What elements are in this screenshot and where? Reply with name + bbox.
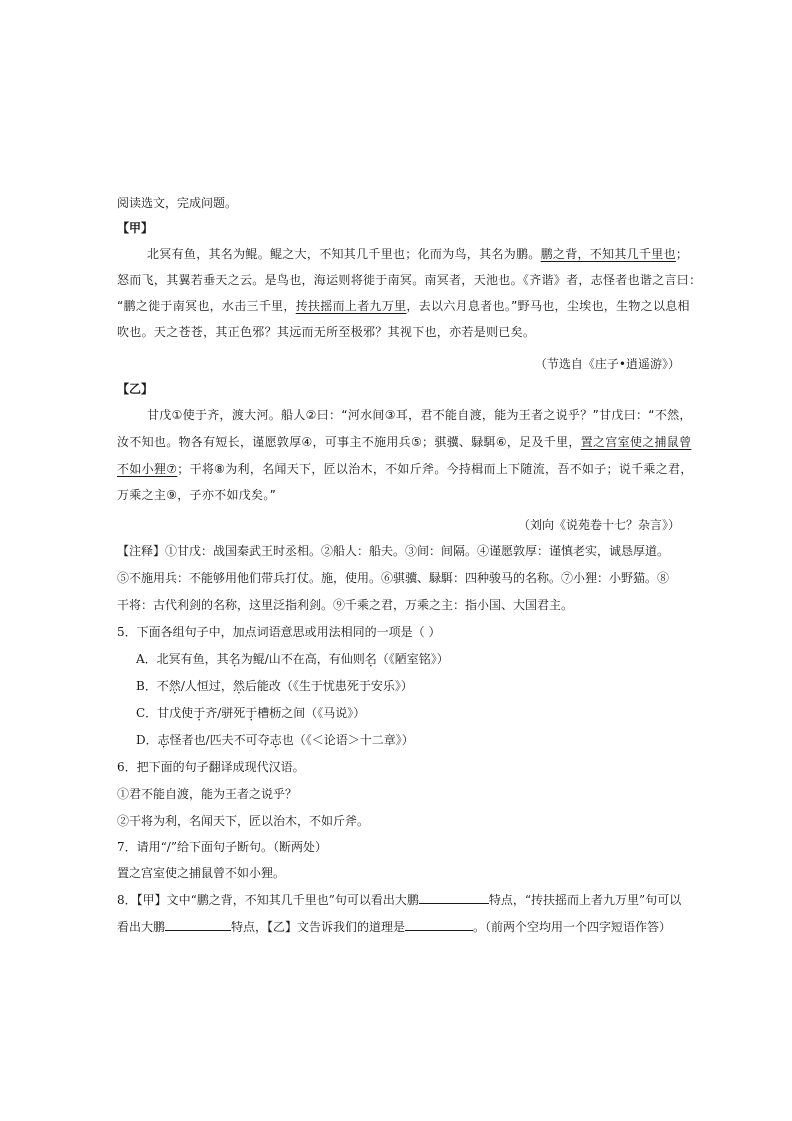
- section-jia-heading: 【甲】: [117, 221, 154, 235]
- question-text: 看出大鹏: [117, 920, 166, 934]
- jia-source: （节选自《庄子•逍遥游》）: [534, 357, 680, 371]
- yi-line-4: 万乘之主⑨，子亦不如戊矣。”: [117, 488, 277, 502]
- section-yi-heading: 【乙】: [117, 382, 154, 396]
- question-7-text: 置之宫室使之捕鼠曾不如小狸。: [117, 866, 286, 880]
- question-5-stem: 5．下面各组句子中，加点词语意思或用法相同的一项是（ ）: [117, 625, 441, 639]
- option-text: 为鲲/山不在高，有仙则: [240, 652, 365, 666]
- option-text: 齐/骈死: [205, 706, 246, 720]
- notes-line-3: 干将：古代利剑的名称，这里泛指利剑。⑨千乘之君，万乘之主：指小国、大国君主。: [117, 598, 574, 612]
- jia-text: ；: [675, 247, 689, 261]
- option-text: 后能改（《生于忧患死于安乐》）: [244, 679, 413, 693]
- yi-underlined-sentence: 不如小狸⑦: [117, 462, 178, 476]
- option-text: /人恒过，: [180, 679, 233, 693]
- yi-underlined-sentence: 置之宫室使之捕鼠曾: [580, 435, 692, 449]
- jia-underlined-sentence: 抟扶摇而上者九万里: [295, 299, 407, 313]
- option-text: 也（《＜论语＞十二章》）: [281, 733, 414, 747]
- jia-line-1: [117, 245, 689, 263]
- dotted-word: 志: [269, 733, 282, 747]
- jia-text: “鹏之徙于南冥也，水击三千里，: [117, 299, 296, 313]
- notes-line-1: 【注释】①甘戊：战国秦武王时丞相。②船人：船夫。③间：间隔。④谨愿敦厚：谨慎老实，诚恳厚道。: [117, 544, 670, 558]
- question-text: 8．【甲】文中“鹏之背，不知其几千里也”句可以看出大鹏: [117, 893, 419, 907]
- answer-blank[interactable]: [165, 918, 231, 931]
- question-5-option-c: [136, 704, 680, 722]
- jia-line-3: [117, 297, 690, 315]
- question-5-option-d: [136, 731, 680, 749]
- yi-line-3: [117, 460, 693, 478]
- answer-blank[interactable]: [419, 891, 489, 904]
- jia-underlined-sentence: 鹏之背，不知其几千里也: [540, 247, 676, 261]
- question-6-sentence-2: ②干将为利，名闻天下，匠以治木，不如斤斧。: [117, 814, 370, 828]
- dotted-word: 志: [157, 733, 170, 747]
- dotted-word: 名: [228, 652, 241, 666]
- yi-text: ；干将⑧为利，名闻天下，匠以治木，不如斤斧。今持楫而上下随流，吾不如子；说千乘之君，: [177, 462, 693, 476]
- jia-line-2: 怒而飞，其翼若垂天之云。是鸟也，海运则将徙于南冥。南冥者，天池也。《齐谐》者，志怪者也谐之言曰：: [117, 273, 702, 287]
- question-8-line-1: [117, 891, 680, 909]
- yi-line-2: [117, 433, 692, 451]
- dotted-word: 名: [364, 652, 377, 666]
- question-8-line-2: [117, 918, 680, 936]
- option-text: 槽枥之间（《马说》）: [257, 706, 366, 720]
- question-6-sentence-1: ①君不能自渡，能为王者之说乎？: [117, 787, 298, 801]
- option-text: 怪者也/匹夫不可夺: [169, 733, 270, 747]
- dotted-word: 于: [245, 706, 258, 720]
- jia-text: 北冥有鱼，其名为鲲。鲲之大，不知其几千里也；化而为鸟，其名为鹏。: [147, 247, 541, 261]
- question-5-option-b: [136, 677, 680, 695]
- question-text: 特点，“抟扶摇而上者九万里”句可以: [488, 893, 682, 907]
- question-7-stem: 7．请用“/”给下面句子断句。（断两处）: [117, 840, 327, 854]
- option-text: （《陋室铭》）: [376, 652, 449, 666]
- question-6-stem: 6．把下面的句子翻译成现代汉语。: [117, 760, 305, 774]
- option-text: C．甘戊使: [136, 706, 194, 720]
- question-text: 特点，【乙】文告诉我们的道理是: [231, 920, 406, 934]
- option-text: A．北冥有鱼，其: [136, 652, 229, 666]
- reading-instruction: 阅读选文，完成问题。: [117, 196, 238, 210]
- option-text: D．: [136, 733, 158, 747]
- yi-line-1: 甘戊①使于齐，渡大河。船人②曰：“河水间③耳，君不能自渡，能为王者之说乎？”甘戊曰：“不然，: [147, 408, 692, 422]
- notes-line-2: ⑤不施用兵：不能够用他们带兵打仗。施，使用。⑥骐骥、騄駬：四种骏马的名称。⑦小狸：小野猫。⑧: [117, 571, 670, 585]
- dotted-word: 于: [193, 706, 206, 720]
- dotted-word: 然: [232, 679, 245, 693]
- yi-source: （刘向《说苑卷十七？杂言》）: [517, 518, 680, 532]
- jia-text: ，去以六月息者也。”野马也，尘埃也，生物之以息相: [406, 299, 690, 313]
- question-text: 。（前两个空均用一个四字短语作答）: [473, 920, 672, 934]
- option-text: B．不: [136, 679, 169, 693]
- jia-line-4: 吹也。天之苍苍，其正色邪？其远而无所至极邪？其视下也，亦若是则已矣。: [117, 325, 536, 339]
- question-5-option-a: [136, 650, 680, 668]
- answer-blank[interactable]: [405, 918, 473, 931]
- yi-text: 汝不知也。物各有短长，谨愿敦厚④，可事主不施用兵⑤；骐骥、騄駬⑥，足及千里，: [117, 435, 581, 449]
- dotted-word: 然: [168, 679, 181, 693]
